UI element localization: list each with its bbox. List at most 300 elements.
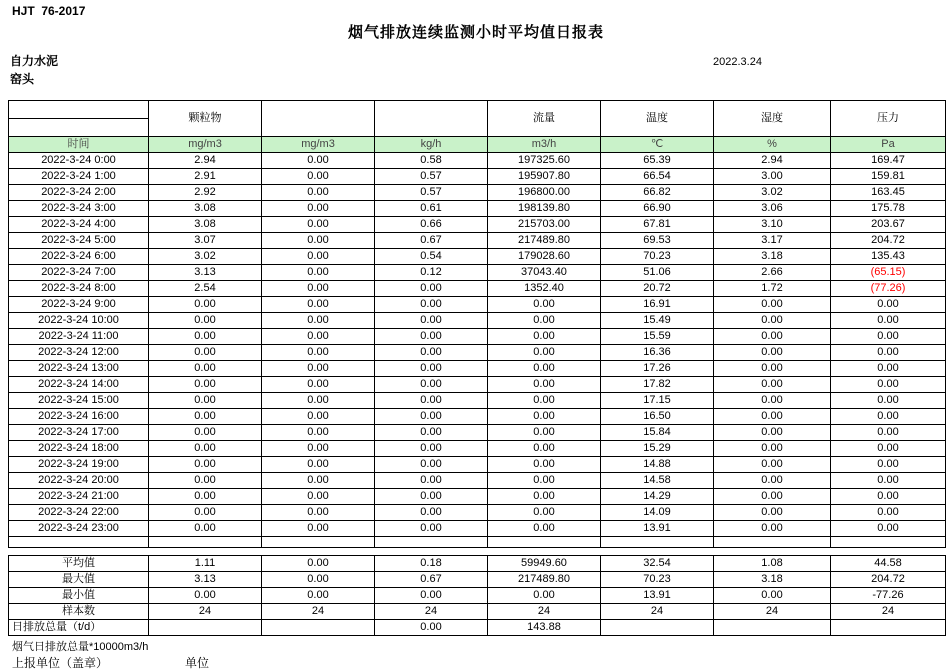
value-cell: 0.00 [714,361,831,377]
value-cell: 0.00 [488,297,601,313]
time-cell: 2022-3-24 1:00 [9,169,149,185]
company-name: 自力水泥 [10,54,59,68]
value-cell: 3.06 [714,201,831,217]
value-cell: 0.00 [149,473,262,489]
report-tables [8,100,945,636]
table-row [9,233,946,249]
value-cell: 0.00 [714,425,831,441]
table-row [9,249,946,265]
value-cell: 16.36 [601,345,714,361]
page-title: 烟气排放连续监测小时平均值日报表 [347,24,604,41]
value-cell: 0.00 [375,457,488,473]
value-cell: 0.00 [375,473,488,489]
value-cell: 3.17 [714,233,831,249]
time-cell: 2022-3-24 2:00 [9,185,149,201]
value-cell: 0.00 [831,393,946,409]
value-cell: 0.66 [375,217,488,233]
unit-percent: % [714,137,831,153]
summary-value-cell: 24 [831,604,946,620]
summary-value-cell: 24 [714,604,831,620]
value-cell: 204.72 [831,233,946,249]
summary-value-cell: 13.91 [601,588,714,604]
time-cell: 2022-3-24 22:00 [9,505,149,521]
header-blank-2 [375,101,488,137]
unit-m3h: m3/h [488,137,601,153]
time-cell: 2022-3-24 12:00 [9,345,149,361]
value-cell: 66.54 [601,169,714,185]
summary-rows [9,556,946,636]
footer-note: 烟气日排放总量*10000m3/h [12,641,149,653]
value-cell: 66.90 [601,201,714,217]
value-cell: 179028.60 [488,249,601,265]
value-cell: 3.18 [714,249,831,265]
value-cell: 0.00 [375,297,488,313]
value-cell: 0.00 [149,457,262,473]
value-cell: 16.91 [601,297,714,313]
summary-value-cell: 0.00 [488,588,601,604]
summary-value-cell: 0.67 [375,572,488,588]
value-cell: 2.94 [714,153,831,169]
time-cell: 2022-3-24 7:00 [9,265,149,281]
hourly-data-table [8,100,946,548]
value-cell: 0.00 [262,153,375,169]
value-cell: 3.13 [149,265,262,281]
summary-value-cell [149,620,262,636]
value-cell: 0.00 [262,329,375,345]
table-row [9,329,946,345]
value-cell: 1352.40 [488,281,601,297]
value-cell: 0.00 [714,345,831,361]
value-cell: 0.58 [375,153,488,169]
table-row [9,361,946,377]
header-empty-top [9,101,149,119]
value-cell: 198139.80 [488,201,601,217]
unit-mgm3-1: mg/m3 [149,137,262,153]
value-cell: 0.00 [262,313,375,329]
summary-label: 样本数 [9,604,149,620]
value-cell: 0.00 [714,505,831,521]
value-cell: 14.09 [601,505,714,521]
summary-value-cell: 0.00 [149,588,262,604]
header-time: 时间 [9,137,149,153]
value-cell: 0.00 [262,265,375,281]
summary-value-cell: 0.00 [375,588,488,604]
summary-value-cell: 0.00 [375,620,488,636]
value-cell: 0.00 [831,457,946,473]
value-cell: 0.00 [375,377,488,393]
value-cell: 0.00 [262,473,375,489]
time-cell: 2022-3-24 18:00 [9,441,149,457]
value-cell: 15.49 [601,313,714,329]
value-cell: 67.81 [601,217,714,233]
table-row [9,185,946,201]
time-cell: 2022-3-24 20:00 [9,473,149,489]
summary-value-cell: 24 [375,604,488,620]
summary-value-cell: 32.54 [601,556,714,572]
value-cell: 0.00 [149,329,262,345]
value-cell: 163.45 [831,185,946,201]
value-cell: 215703.00 [488,217,601,233]
value-cell: 0.00 [831,345,946,361]
value-cell: 0.00 [149,409,262,425]
value-cell: 0.00 [488,489,601,505]
header-pressure: 压力 [831,101,946,137]
doc-code: HJT 76-2017 [12,4,86,18]
table-row [9,409,946,425]
blank-row [9,537,946,548]
value-cell: 0.00 [262,489,375,505]
blank-cell [149,537,262,548]
value-cell: 17.15 [601,393,714,409]
value-cell: (65.15) [831,265,946,281]
value-cell: 0.00 [714,441,831,457]
summary-label: 平均值 [9,556,149,572]
value-cell: 0.00 [149,393,262,409]
value-cell: 0.00 [262,361,375,377]
value-cell: 2.66 [714,265,831,281]
summary-value-cell: 0.00 [714,588,831,604]
value-cell: 13.91 [601,521,714,537]
value-cell: 0.00 [488,441,601,457]
table-row [9,281,946,297]
value-cell: 0.00 [714,489,831,505]
table-row [9,425,946,441]
value-cell: 0.00 [488,393,601,409]
value-cell: 0.00 [375,521,488,537]
summary-value-cell: -77.26 [831,588,946,604]
value-cell: 0.00 [831,425,946,441]
station-name: 窑头 [10,72,35,86]
value-cell: 0.00 [831,441,946,457]
report-unit-label: 上报单位（盖章） [12,656,109,670]
value-cell: 2.92 [149,185,262,201]
time-cell: 2022-3-24 21:00 [9,489,149,505]
value-cell: 0.00 [149,441,262,457]
summary-value-cell: 143.88 [488,620,601,636]
header-empty-bottom [9,119,149,137]
value-cell: 17.26 [601,361,714,377]
value-cell: 0.00 [488,457,601,473]
summary-value-cell: 0.18 [375,556,488,572]
time-cell: 2022-3-24 4:00 [9,217,149,233]
value-cell: 66.82 [601,185,714,201]
value-cell: 37043.40 [488,265,601,281]
summary-value-cell: 204.72 [831,572,946,588]
summary-row [9,588,946,604]
summary-row [9,620,946,636]
time-cell: 2022-3-24 9:00 [9,297,149,313]
value-cell: 0.00 [375,409,488,425]
summary-row [9,604,946,620]
value-cell: 0.00 [831,313,946,329]
time-cell: 2022-3-24 13:00 [9,361,149,377]
summary-value-cell [601,620,714,636]
value-cell: 197325.60 [488,153,601,169]
summary-value-cell: 3.13 [149,572,262,588]
value-cell: 0.00 [714,377,831,393]
table-row [9,313,946,329]
table-row [9,169,946,185]
summary-label: 最大值 [9,572,149,588]
unit-header-row [9,137,946,153]
value-cell: 51.06 [601,265,714,281]
summary-value-cell: 0.00 [262,556,375,572]
value-cell: 0.00 [262,281,375,297]
summary-value-cell: 24 [488,604,601,620]
value-cell: 0.00 [262,425,375,441]
value-cell: 3.02 [149,249,262,265]
value-cell: 0.00 [488,473,601,489]
time-cell: 2022-3-24 15:00 [9,393,149,409]
summary-value-cell: 44.58 [831,556,946,572]
value-cell: 14.88 [601,457,714,473]
value-cell: 0.00 [375,393,488,409]
summary-value-cell: 59949.60 [488,556,601,572]
time-cell: 2022-3-24 11:00 [9,329,149,345]
table-row [9,377,946,393]
value-cell: 0.00 [262,201,375,217]
table-row [9,505,946,521]
time-cell: 2022-3-24 6:00 [9,249,149,265]
unit-pa: Pa [831,137,946,153]
time-cell: 2022-3-24 0:00 [9,153,149,169]
value-cell: 196800.00 [488,185,601,201]
value-cell: 0.00 [262,249,375,265]
summary-value-cell: 24 [149,604,262,620]
value-cell: 0.00 [149,297,262,313]
header-blank-1 [262,101,375,137]
summary-value-cell: 24 [601,604,714,620]
value-cell: 0.00 [262,409,375,425]
value-cell: 0.00 [831,505,946,521]
value-cell: 0.00 [149,313,262,329]
table-row [9,297,946,313]
value-cell: 0.00 [714,329,831,345]
value-cell: 65.39 [601,153,714,169]
value-cell: 0.00 [831,473,946,489]
value-cell: 17.82 [601,377,714,393]
blank-cell [831,537,946,548]
value-cell: 0.00 [375,345,488,361]
value-cell: 0.57 [375,169,488,185]
value-cell: 0.12 [375,265,488,281]
value-cell: 0.00 [488,425,601,441]
table-row [9,153,946,169]
unit-mgm3-2: mg/m3 [262,137,375,153]
value-cell: 0.00 [488,361,601,377]
value-cell: 0.00 [831,377,946,393]
value-cell: (77.26) [831,281,946,297]
summary-label: 日排放总量（t/d） [9,620,149,636]
value-cell: 0.00 [262,233,375,249]
value-cell: 159.81 [831,169,946,185]
value-cell: 0.00 [262,169,375,185]
value-cell: 3.10 [714,217,831,233]
summary-value-cell: 24 [262,604,375,620]
value-cell: 203.67 [831,217,946,233]
value-cell: 3.02 [714,185,831,201]
value-cell: 0.00 [714,473,831,489]
summary-row [9,572,946,588]
value-cell: 0.61 [375,201,488,217]
time-cell: 2022-3-24 23:00 [9,521,149,537]
value-cell: 70.23 [601,249,714,265]
value-cell: 0.00 [262,297,375,313]
value-cell: 69.53 [601,233,714,249]
value-cell: 0.00 [831,297,946,313]
value-cell: 14.58 [601,473,714,489]
blank-cell [9,537,149,548]
value-cell: 0.00 [149,505,262,521]
table-row [9,441,946,457]
value-cell: 0.00 [149,425,262,441]
summary-value-cell: 0.00 [262,588,375,604]
time-cell: 2022-3-24 3:00 [9,201,149,217]
value-cell: 0.00 [149,521,262,537]
value-cell: 0.00 [831,361,946,377]
value-cell: 0.00 [262,377,375,393]
header-flow: 流量 [488,101,601,137]
header-humidity: 湿度 [714,101,831,137]
value-cell: 0.00 [714,521,831,537]
header-temperature: 温度 [601,101,714,137]
unit-label: 单位 [185,656,210,670]
value-cell: 0.00 [488,409,601,425]
value-cell: 0.00 [714,297,831,313]
value-cell: 0.00 [262,185,375,201]
table-row [9,473,946,489]
value-cell: 0.00 [262,505,375,521]
value-cell: 0.00 [149,345,262,361]
value-cell: 0.54 [375,249,488,265]
summary-row [9,556,946,572]
summary-label: 最小值 [9,588,149,604]
blank-cell [375,537,488,548]
table-row [9,217,946,233]
summary-value-cell: 3.18 [714,572,831,588]
value-cell: 3.00 [714,169,831,185]
time-cell: 2022-3-24 19:00 [9,457,149,473]
blank-cell [714,537,831,548]
value-cell: 0.00 [375,425,488,441]
table-row [9,489,946,505]
value-cell: 0.57 [375,185,488,201]
time-cell: 2022-3-24 16:00 [9,409,149,425]
summary-value-cell [831,620,946,636]
value-cell: 0.00 [262,441,375,457]
blank-cell [262,537,375,548]
value-cell: 0.00 [488,505,601,521]
unit-celsius: ℃ [601,137,714,153]
time-cell: 2022-3-24 5:00 [9,233,149,249]
value-cell: 217489.80 [488,233,601,249]
summary-value-cell: 0.00 [262,572,375,588]
value-cell: 0.00 [149,361,262,377]
time-cell: 2022-3-24 8:00 [9,281,149,297]
summary-value-cell [262,620,375,636]
value-cell: 20.72 [601,281,714,297]
summary-value-cell: 1.08 [714,556,831,572]
value-cell: 135.43 [831,249,946,265]
value-cell: 2.54 [149,281,262,297]
table-row [9,345,946,361]
value-cell: 0.00 [488,329,601,345]
value-cell: 0.00 [831,521,946,537]
value-cell: 169.47 [831,153,946,169]
value-cell: 0.00 [831,329,946,345]
table-row [9,265,946,281]
summary-value-cell: 1.11 [149,556,262,572]
value-cell: 195907.80 [488,169,601,185]
value-cell: 3.08 [149,217,262,233]
value-cell: 0.00 [488,313,601,329]
value-cell: 0.00 [714,313,831,329]
value-cell: 0.00 [375,489,488,505]
value-cell: 0.00 [262,393,375,409]
table-gap [8,548,945,555]
value-cell: 0.00 [262,217,375,233]
group-header-row [9,101,946,119]
value-cell: 0.00 [375,329,488,345]
value-cell: 0.00 [149,489,262,505]
value-cell: 0.00 [831,489,946,505]
value-cell: 15.59 [601,329,714,345]
value-cell: 3.07 [149,233,262,249]
value-cell: 15.84 [601,425,714,441]
blank-cell [601,537,714,548]
value-cell: 0.00 [375,361,488,377]
value-cell: 2.91 [149,169,262,185]
value-cell: 0.00 [714,409,831,425]
value-cell: 0.00 [375,505,488,521]
value-cell: 3.08 [149,201,262,217]
value-cell: 15.29 [601,441,714,457]
value-cell: 0.00 [262,457,375,473]
value-cell: 2.94 [149,153,262,169]
summary-table [8,555,946,636]
value-cell: 16.50 [601,409,714,425]
value-cell: 0.00 [262,521,375,537]
time-cell: 2022-3-24 14:00 [9,377,149,393]
summary-value-cell [714,620,831,636]
data-rows [9,153,946,548]
table-row [9,393,946,409]
value-cell: 0.67 [375,233,488,249]
value-cell: 0.00 [375,281,488,297]
value-cell: 0.00 [831,409,946,425]
value-cell: 14.29 [601,489,714,505]
table-row [9,457,946,473]
value-cell: 0.00 [149,377,262,393]
value-cell: 0.00 [488,345,601,361]
value-cell: 0.00 [488,521,601,537]
value-cell: 0.00 [714,393,831,409]
unit-kgh: kg/h [375,137,488,153]
value-cell: 0.00 [375,441,488,457]
time-cell: 2022-3-24 10:00 [9,313,149,329]
value-cell: 1.72 [714,281,831,297]
value-cell: 0.00 [262,345,375,361]
value-cell: 175.78 [831,201,946,217]
value-cell: 0.00 [488,377,601,393]
time-cell: 2022-3-24 17:00 [9,425,149,441]
value-cell: 0.00 [714,457,831,473]
header-particulate: 颗粒物 [149,101,262,137]
summary-value-cell: 217489.80 [488,572,601,588]
blank-cell [488,537,601,548]
value-cell: 0.00 [375,313,488,329]
table-row [9,201,946,217]
